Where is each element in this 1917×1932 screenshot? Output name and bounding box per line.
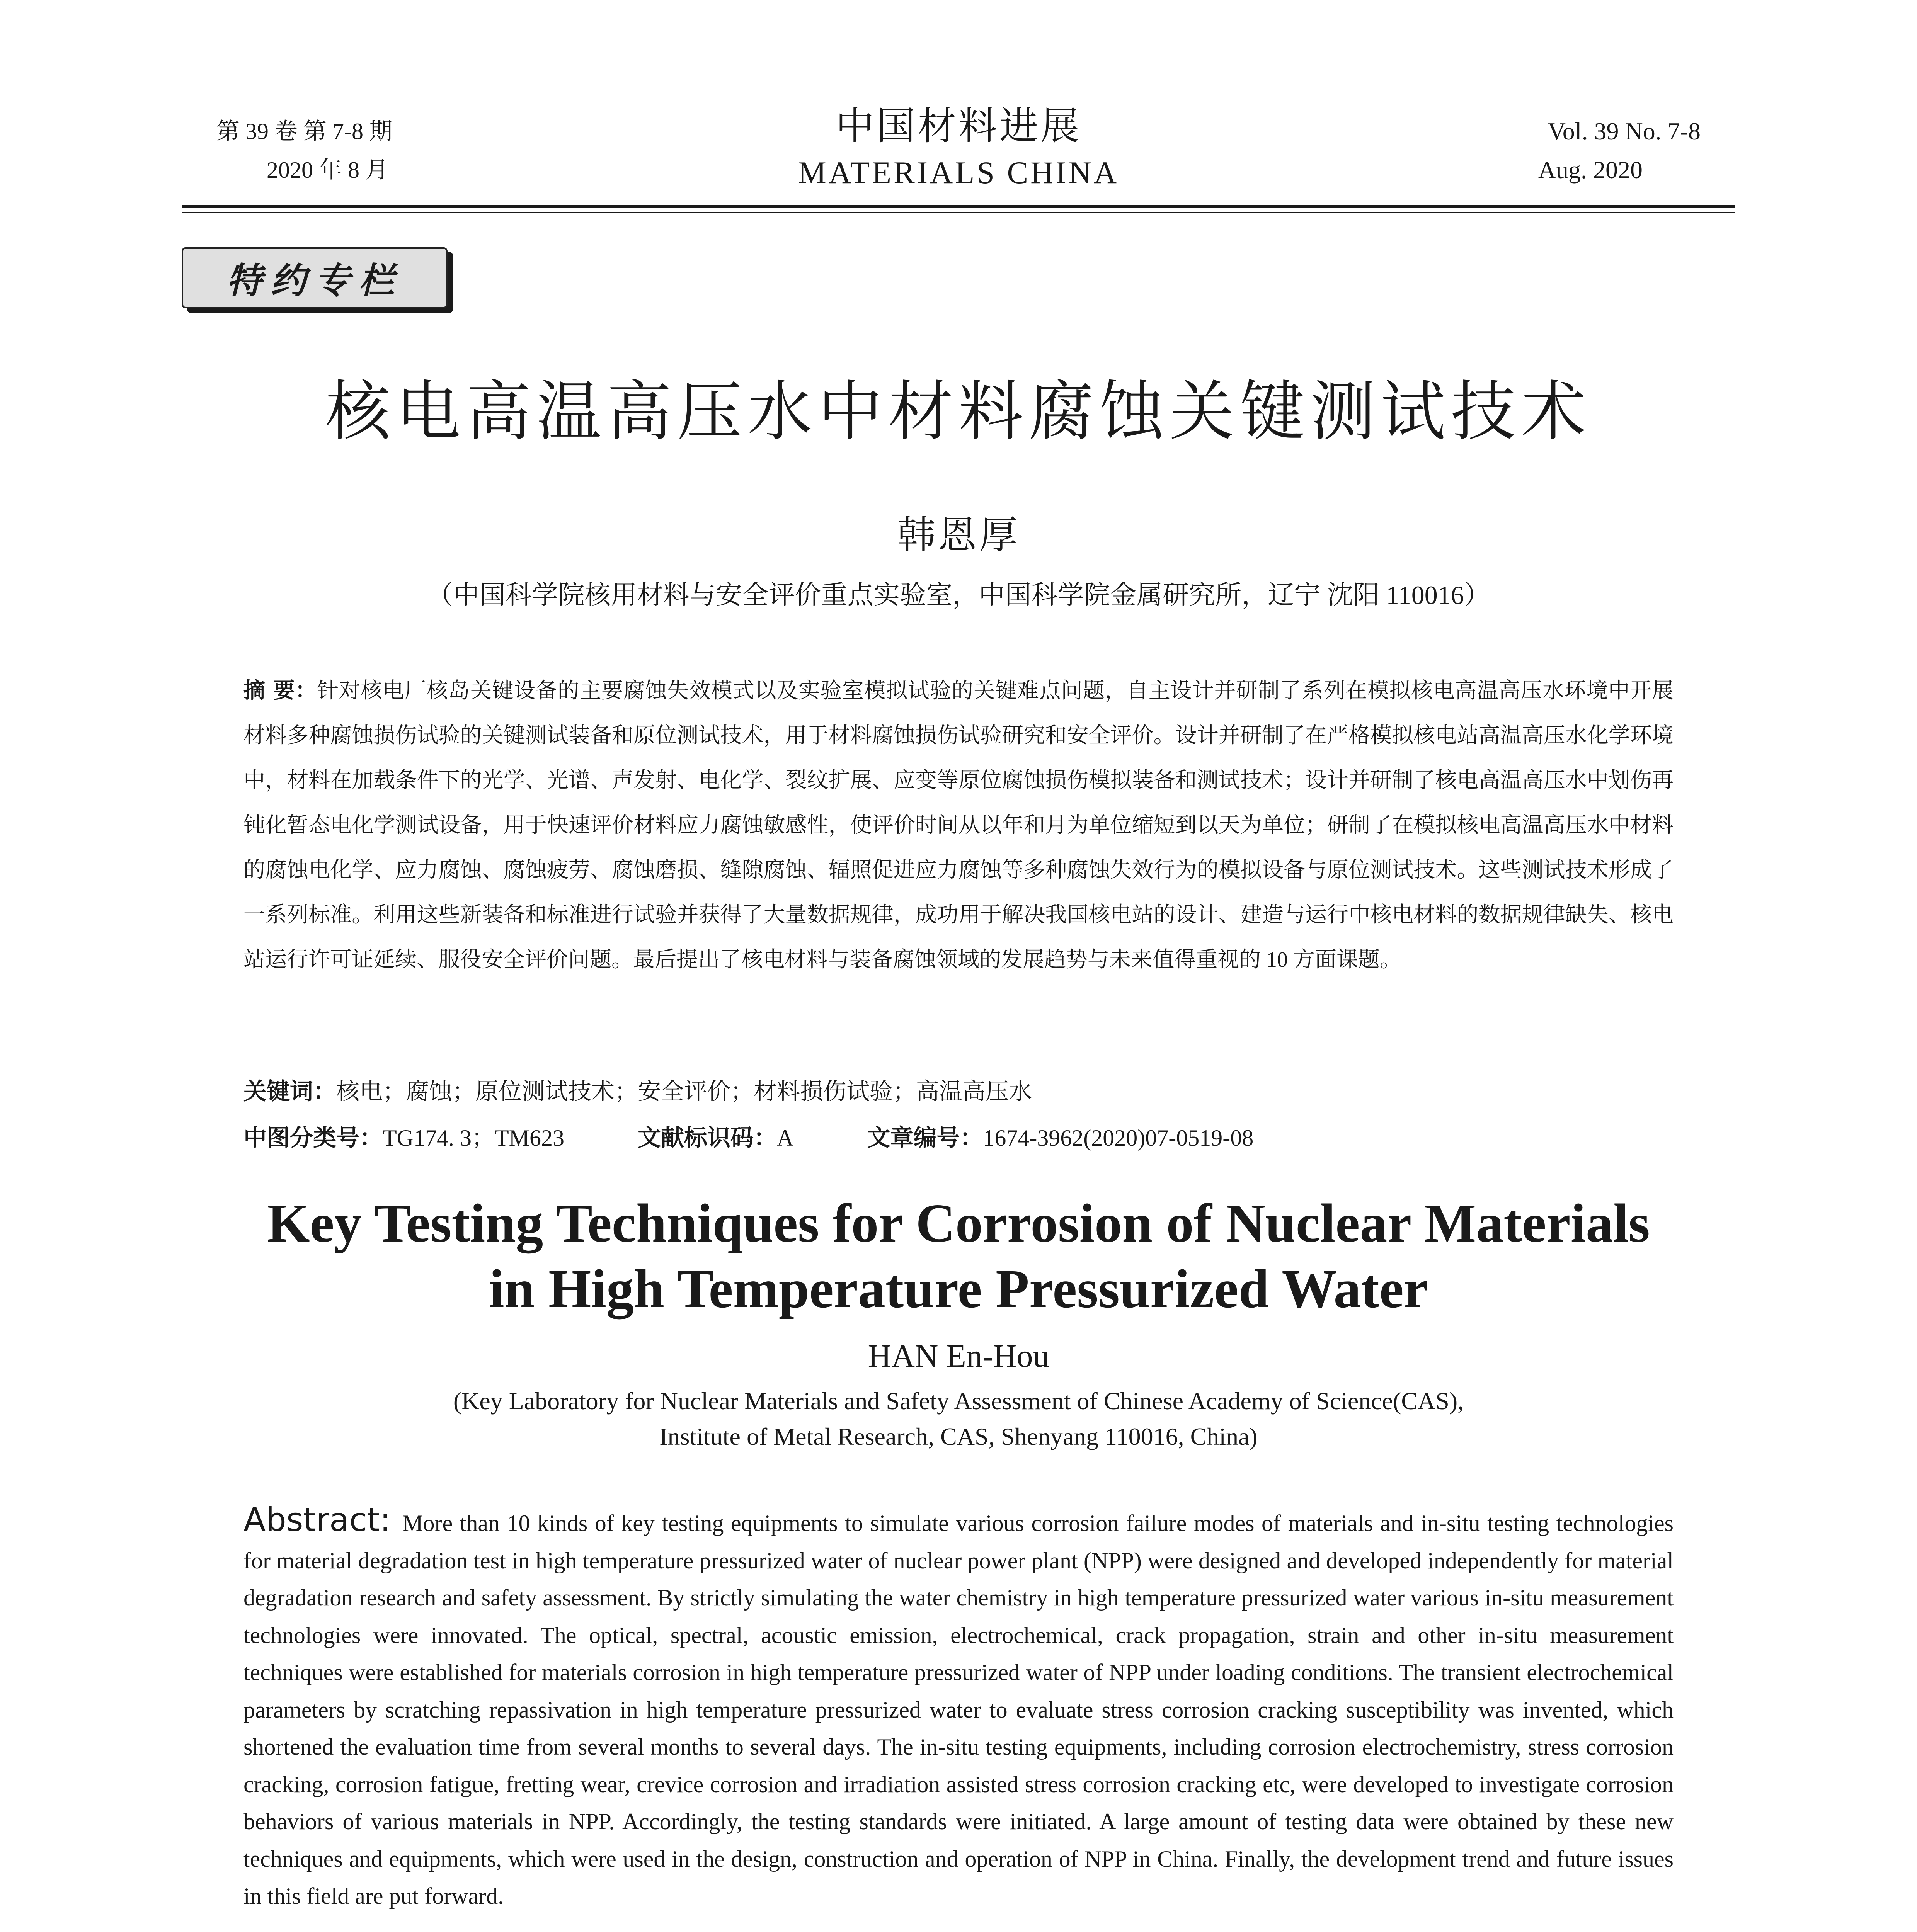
title-en [0, 1190, 1917, 1321]
journal-name-cn: 中国材料进展 [836, 105, 1081, 148]
affiliation-cn: （中国科学院核用材料与安全评价重点实验室，中国科学院金属研究所，辽宁 沈阳 110016） [427, 580, 1490, 610]
affiliation-en-line2: Institute of Metal Research, CAS, Shenyang 110016, China) [659, 1423, 1258, 1450]
abstract-en-text: More than 10 kinds of key testing equipments to simulate various corrosion failure modes of materials and in-situ testing technologies for material degradation test in high temperature pressurized water of nuclear power plant (NPP) were designed and developed independently for material degradation research and safety assessment. By strictly simulating the water chemistry in high temperature pressurized water various in-situ measurement technologies were innovated. The optical, spectral, acoustic emission, electrochemical, crack propagation, strain and other in-situ measurement techniques were established for materials corrosion in high temperature pressurized water of NPP under loading conditions. The transient electrochemical parameters by scratching repassivation in high temperature pressurized water to evaluate stress corrosion cracking susceptibility was invented, which shortened the evaluation time from several months to several days. The in-situ testing equipments, including corrosion electrochemistry, stress corrosion cracking, corrosion fatigue, fretting wear, crevice corrosion and irradiation assisted stress corrosion cracking etc, were developed to investigate corrosion behaviors of various materials in NPP. Accordingly, the testing standards were initiated. A large amount of testing data were obtained by these new techniques and equipments, which were used in the design, construction and operation of NPP in China. Finally, the development trend and future issues in this field are put forward. [243, 1510, 1674, 1909]
keywords-cn [243, 1070, 1674, 1113]
abstract-cn-label: 摘 要： [243, 678, 317, 703]
keywords-cn-text: 核电；腐蚀；原位测试技术；安全评价；材料损伤试验；高温高压水 [336, 1079, 1032, 1104]
abstract-en-label: Abstract: [243, 1501, 403, 1539]
date-cn: 2020 年 8 月 [267, 157, 388, 183]
doc-code-label: 文献标识码： [637, 1124, 777, 1151]
abstract-cn [243, 668, 1674, 982]
affiliation-en-line1: (Key Laboratory for Nuclear Materials and Safety Assessment of Chinese Academy of Science(CAS), [453, 1387, 1464, 1415]
article-no-label: 文章编号： [867, 1124, 983, 1151]
header-rule-thin [182, 212, 1735, 213]
author-cn: 韩恩厚 [897, 512, 1020, 558]
journal-name-en: MATERIALS CHINA [798, 155, 1119, 190]
title-cn: 核电高温高压水中材料腐蚀关键测试技术 [325, 374, 1592, 449]
doc-code-value: A [776, 1125, 794, 1151]
header-journal [765, 101, 1152, 194]
title-en-line2: in High Temperature Pressurized Water [489, 1258, 1428, 1319]
header-volume-en [1538, 112, 1701, 189]
volume-en: Vol. 39 No. 7-8 [1548, 117, 1701, 145]
keywords-cn-label: 关键词： [243, 1078, 336, 1105]
title-en-line1: Key Testing Techniques for Corrosion of Nuclear Materials [267, 1192, 1650, 1253]
affiliation-en [0, 1383, 1917, 1454]
date-en: Aug. 2020 [1538, 156, 1643, 184]
article-no-value: 1674-3962(2020)07-0519-08 [983, 1125, 1254, 1151]
column-badge: 特约专栏 [182, 247, 448, 308]
abstract-en [243, 1501, 1674, 1915]
abstract-cn-text: 针对核电厂核岛关键设备的主要腐蚀失效模式以及实验室模拟试验的关键难点问题，自主设计并研制了系列在模拟核电高温高压水环境中开展材料多种腐蚀损伤试验的关键测试装备和原位测试技术，用于材料腐蚀损伤试验研究和安全评价。设计并研制了在严格模拟核电站高温高压水化学环境中，材料在加载条件下的光学、光谱、声发射、电化学、裂纹扩展、应变等原位腐蚀损伤模拟装备和测试技术；设计并研制了核电高温高压水中划伤再钝化暂态电化学测试设备，用于快速评价材料应力腐蚀敏感性，使评价时间从以年和月为单位缩短到以天为单位；研制了在模拟核电高温高压水中材料的腐蚀电化学、应力腐蚀、腐蚀疲劳、腐蚀磨损、缝隙腐蚀、辐照促进应力腐蚀等多种腐蚀失效行为的模拟设备与原位测试技术。这些测试技术形成了一系列标准。利用这些新装备和标准进行试验并获得了大量数据规律，成功用于解决我国核电站的设计、建造与运行中核电材料的数据规律缺失、核电站运行许可证延续、服役安全评价问题。最后提出了核电材料与装备腐蚀领域的发展趋势与未来值得重视的 10 方面课题。 [243, 679, 1674, 972]
issue-cn: 第 39 卷 第 7-8 期 [216, 119, 392, 144]
clc-label: 中图分类号： [243, 1124, 383, 1151]
classification-line [243, 1117, 1674, 1159]
header-issue-cn [216, 112, 392, 189]
clc-value: TG174. 3；TM623 [383, 1125, 564, 1151]
header-rule-thick [182, 205, 1735, 208]
author-en: HAN En-Hou [868, 1338, 1049, 1374]
